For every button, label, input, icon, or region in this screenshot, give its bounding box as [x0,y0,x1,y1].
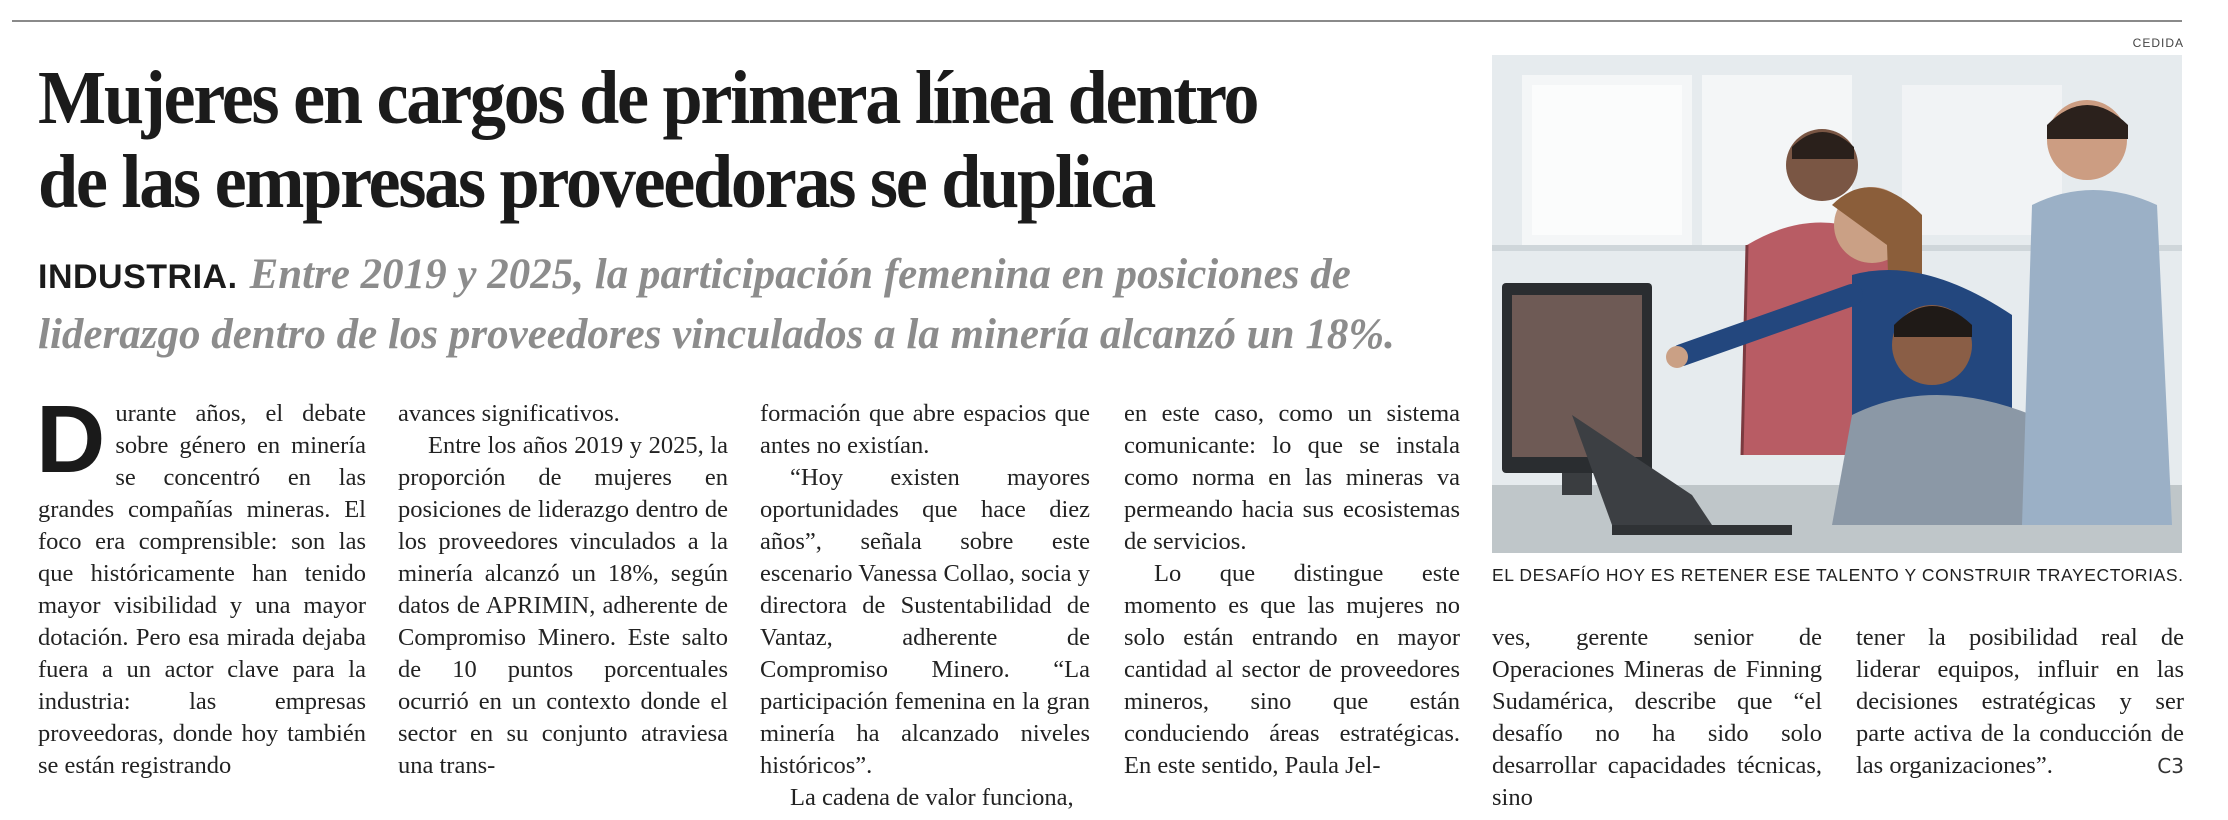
article-column-3 [760,398,1090,814]
end-mark: C3 [2157,754,2184,778]
photo-credit: CEDIDA [2132,36,2184,50]
paragraph-2-continued: formación que abre espacios que antes no existían. [760,400,1090,459]
office-scene-illustration [1492,55,2182,553]
top-rule [12,20,2182,22]
article-column-6 [1856,622,2184,782]
drop-cap: D [36,386,106,493]
article-paragraph-4: La cadena de valor funciona, [790,784,1074,811]
article-column-4 [1124,398,1460,782]
article-paragraph-3: “Hoy existen mayores oportunidades que hace diez años”, señala sobre este escenario Vanessa Collao, socia y directora de Sustentabilidad de Vantaz, adherente de Compromiso Minero. “La participación femenina en la gran minería ha alcanzado niveles históricos”. [760,464,1090,779]
section-label: INDUSTRIA. [38,258,238,296]
article-paragraph-5: Lo que distingue este momento es que las mujeres no solo están entrando en mayor cantidad al sector de proveedores mineros, sino que están conduciendo áreas estratégicas. En este sentido, Paula Jel- [1124,560,1460,779]
paragraph-1-text: urante años, el debate sobre género en minería se concentró en las grandes compañías mineras. El foco era comprensible: son las que históricamente han tenido mayor visibilidad y una mayor dotación. Pero esa mirada dejaba fuera a un actor clave para la industria: las empresas proveedoras, donde hoy también se están registrando [38,400,366,779]
article-photo [1492,55,2182,553]
paragraph-5-continued: ves, gerente senior de Operaciones Mineras de Finning Sudamérica, describe que “el desafío no ha sido solo desarrollar capacidades técnicas, sino [1492,624,1822,811]
paragraph-5-end-text: tener la posibilidad real de liderar equipos, influir en las decisiones estratégicas y ser parte activa de la conducción de las organizaciones”. [1856,624,2184,779]
paragraph-4-continued: en este caso, como un sistema comunicante: lo que se instala como norma en las mineras va permeando hacia sus ecosistemas de servicios. [1124,400,1460,555]
kicker [38,246,1458,364]
article-column-2 [398,398,728,782]
subtitle: Entre 2019 y 2025, la participación femenina en posiciones de liderazgo dentro de los proveedores vinculados a la minería alcanzó un 18%. [38,251,1395,358]
headline [38,56,1387,224]
article-paragraph-1 [36,386,366,782]
article-column-1 [36,386,366,782]
paragraph-1-continued: avances significativos. [398,400,620,427]
article-paragraph-2: Entre los años 2019 y 2025, la proporción de mujeres en posiciones de liderazgo dentro de los proveedores vinculados a la minería alcanzó un 18%, según datos de APRIMIN, adherente de Compromiso Minero. Este salto de 10 puntos porcentuales ocurrió en un contexto donde el sector en su conjunto atraviesa una trans- [398,432,728,779]
article-column-5 [1492,622,1822,814]
photo-caption: EL DESAFÍO HOY ES RETENER ESE TALENTO Y CONSTRUIR TRAYECTORIAS. [1492,565,2184,585]
headline-line-2: de las empresas proveedoras se duplica [38,140,1155,224]
paragraph-5-end [1856,622,2184,782]
headline-line-1: Mujeres en cargos de primera línea dentro [38,56,1258,140]
